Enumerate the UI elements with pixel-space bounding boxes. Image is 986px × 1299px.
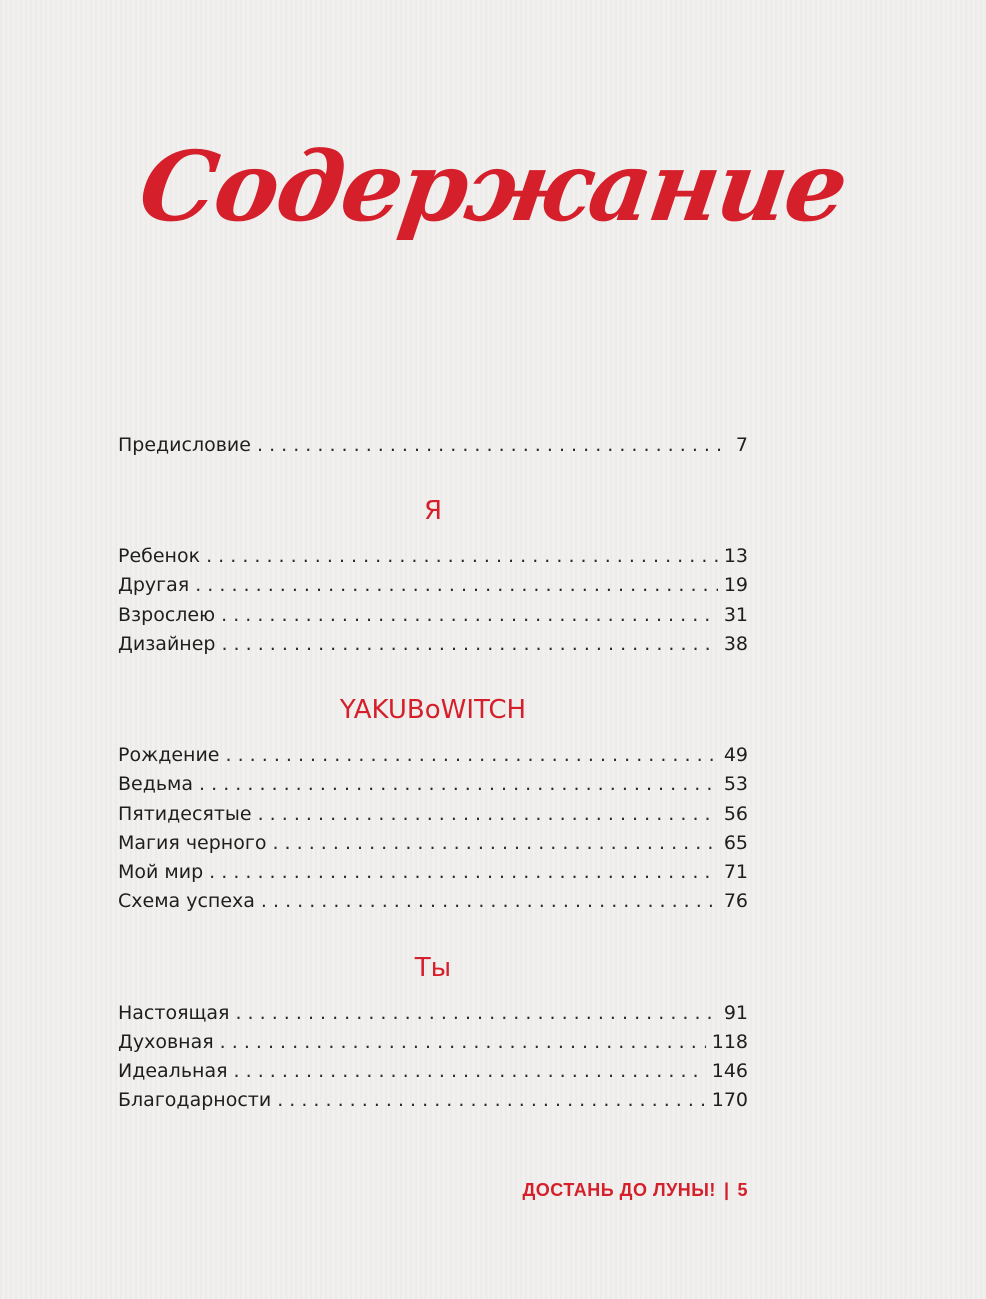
section-heading: YAKUBoWITCH [339, 695, 527, 725]
section-heading: Я [423, 496, 443, 526]
toc-entry-label: Дизайнер [118, 633, 216, 655]
toc-entry-label: Идеальная [118, 1060, 228, 1082]
toc-entry-page: 56 [723, 803, 748, 825]
dot-leader [206, 541, 718, 571]
dot-leader [258, 799, 718, 829]
toc-entry-page: 49 [723, 744, 748, 766]
toc-entry[interactable] [118, 541, 748, 571]
toc-entry[interactable] [118, 769, 748, 799]
dot-leader [235, 998, 717, 1028]
dot-leader [226, 740, 718, 770]
dot-leader [277, 1085, 706, 1115]
toc-entry-label: Другая [118, 574, 190, 596]
footer-page-number: 5 [737, 1180, 748, 1200]
section-heading: Ты [414, 953, 452, 983]
footer-book-title: ДОСТАНЬ ДО ЛУНЫ! [522, 1180, 716, 1200]
toc-entry-page: 146 [711, 1060, 748, 1082]
toc-entry-page: 71 [723, 861, 748, 883]
dot-leader [234, 1056, 706, 1086]
toc-entry-page: 91 [723, 1002, 748, 1024]
dot-leader [261, 886, 718, 916]
toc-entry-page: 65 [723, 832, 748, 854]
toc-entry[interactable] [118, 998, 748, 1028]
toc-entry-label: Ведьма [118, 773, 194, 795]
page-title: Содержание [133, 130, 853, 243]
toc-entry[interactable] [118, 857, 748, 887]
toc-entry[interactable] [118, 1056, 748, 1086]
toc-entry-page: 7 [735, 434, 748, 456]
dot-leader [272, 828, 717, 858]
toc-entry[interactable] [118, 886, 748, 916]
toc-entry-label: Благодарности [118, 1089, 272, 1111]
toc-entry[interactable] [118, 629, 748, 659]
toc-entry-page: 76 [723, 890, 748, 912]
running-footer [522, 1180, 748, 1201]
toc-entry-label: Предисловие [118, 434, 251, 456]
toc-entry[interactable] [118, 740, 748, 770]
toc-entry-label: Мой мир [118, 861, 204, 883]
toc-entry-label: Ребенок [118, 545, 201, 567]
dot-leader [221, 629, 717, 659]
toc-entry-page: 118 [711, 1031, 748, 1053]
toc-entry[interactable] [118, 799, 748, 829]
dot-leader [220, 1027, 706, 1057]
dot-leader [257, 430, 730, 460]
toc-entry[interactable] [118, 1027, 748, 1057]
footer-separator: | [723, 1180, 730, 1200]
toc-entry-label: Схема успеха [118, 890, 255, 912]
toc-entry-page: 13 [723, 545, 748, 567]
toc-entry-label: Настоящая [118, 1002, 230, 1024]
dot-leader [195, 570, 718, 600]
dot-leader [221, 600, 718, 630]
toc-entry[interactable] [118, 600, 748, 630]
toc-entry-page: 53 [723, 773, 748, 795]
toc-entry[interactable] [118, 570, 748, 600]
toc-entry-preface[interactable] [118, 430, 748, 460]
toc-entry-label: Рождение [118, 744, 220, 766]
toc-entry-label: Пятидесятые [118, 803, 252, 825]
toc-entry-page: 38 [723, 633, 748, 655]
toc-entry[interactable] [118, 828, 748, 858]
toc-entry-page: 19 [723, 574, 748, 596]
toc-entry-label: Магия черного [118, 832, 267, 854]
dot-leader [209, 857, 718, 887]
toc-entry-label: Духовная [118, 1031, 214, 1053]
toc-entry-label: Взрослею [118, 604, 216, 626]
dot-leader [199, 769, 718, 799]
toc-entry-page: 31 [723, 604, 748, 626]
toc-entry[interactable] [118, 1085, 748, 1115]
toc-entry-page: 170 [711, 1089, 748, 1111]
